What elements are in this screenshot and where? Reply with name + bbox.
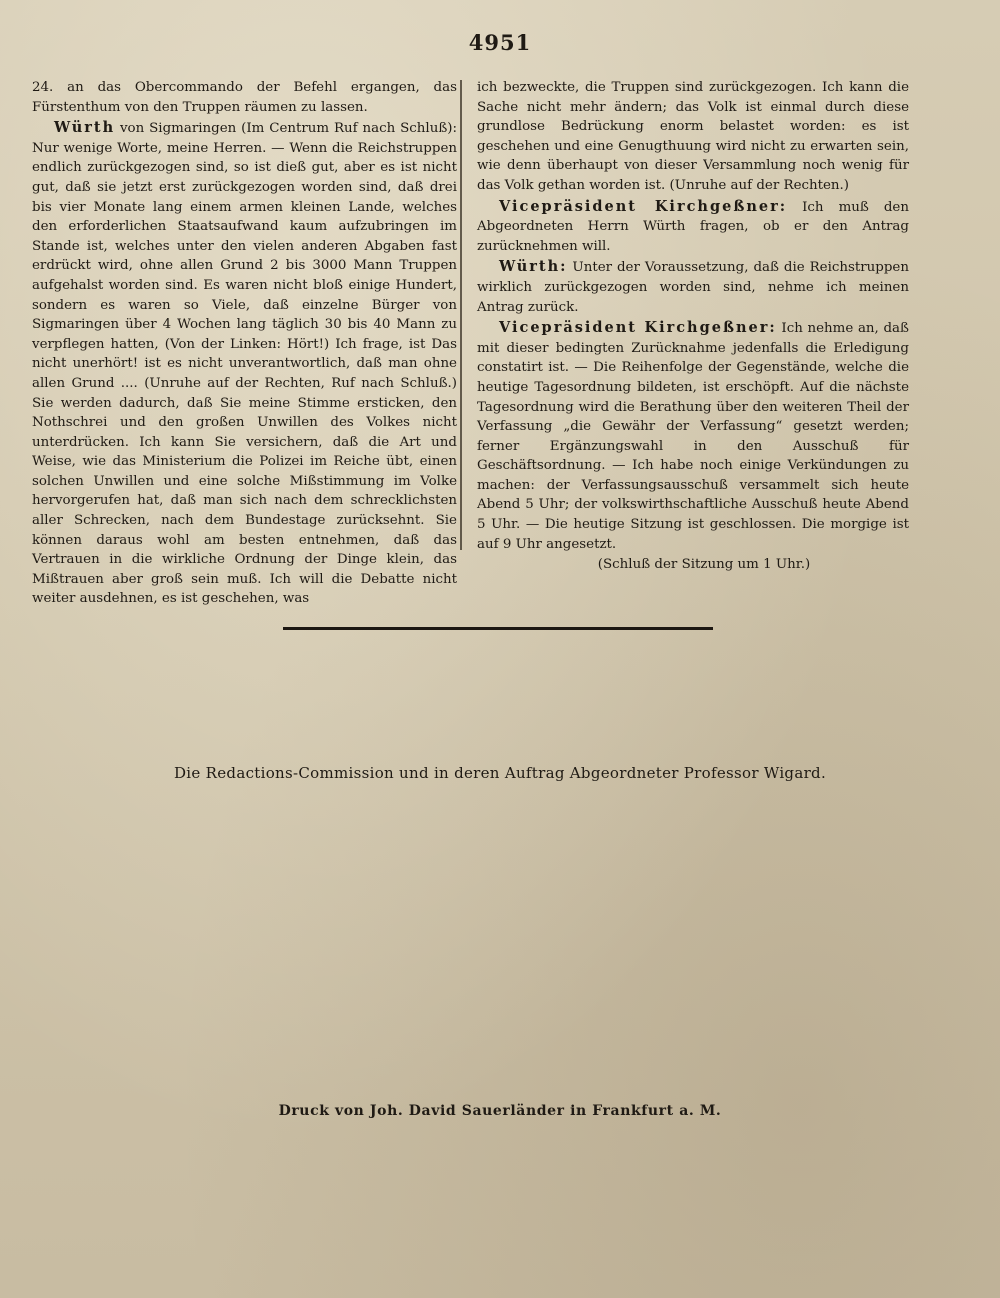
paragraph-text: ich bezweckte, die Truppen sind zurückgezogen. Ich kann die Sache nicht mehr ändern; das Volk ist einmal durch diese grundlose Bedrückung enorm belastet worden: es ist geschehen und eine Genugthuung wird nicht zu erwarten sein, wie denn überhaupt von dieser Versammlung noch wenig für das Volk gethan worden ist. (Unruhe auf der Rechten.)	[477, 80, 909, 193]
column-divider	[460, 80, 462, 550]
paragraph	[477, 78, 909, 196]
speaker-name: Würth	[54, 119, 116, 137]
right-column	[477, 78, 909, 576]
speaker-name: Vicepräsident Kirchgeßner:	[499, 197, 788, 215]
paragraph	[477, 257, 909, 317]
speaker-name: Vicepräsident Kirchgeßner:	[499, 319, 777, 337]
paragraph-text: von Sigmaringen (Im Centrum Ruf nach Schluß): Nur wenige Worte, meine Herren. — Wenn die Reichstruppen endlich zurückgezogen sind, so ist dieß gut, aber es ist nicht gut, daß sie jetzt erst zurückgezogen worden sind, daß drei bis vier Monate lang einem armen kleinen Lande, welches den erforderlichen Staatsaufwand kaum aufzubringen im Stande ist, welches unter den vielen anderen Abgaben fast erdrückt wird, ohne allen Grund 2 bis 3000 Mann Truppen aufgehalst worden sind. Es waren nicht bloß einige Hundert, sondern es waren so Viele, daß einzelne Bürger von Sigmaringen über 4 Wochen lang täglich 30 bis 40 Mann zu verpflegen hatten, (Von der Linken: Hört!) Ich frage, ist Das nicht unerhört! ist es nicht unverantwortlich, daß man ohne allen Grund .... (Unruhe auf der Rechten, Ruf nach Schluß.) Sie werden dadurch, daß Sie meine Stimme ersticken, den Nothschrei und den großen Unwillen des Volkes nicht unterdrücken. Ich kann Sie versichern, daß die Art und Weise, wie das Ministerium die Polizei im Reiche übt, einen solchen Unwillen und eine solche Mißstimmung im Volke hervorgerufen hat, daß man sich nach dem schrecklichsten aller Schrecken, nach dem Bundestage zurücksehnt. Sie können daraus wohl am besten entnehmen, daß das Vertrauen in die wirkliche Ordnung der Dinge klein, das Mißtrauen aber groß sein muß. Ich will die Debatte nicht weiter ausdehnen, es ist geschehen, was	[32, 121, 457, 607]
page-number: 4951	[468, 30, 532, 55]
session-closing-note: (Schluß der Sitzung um 1 Uhr.)	[597, 557, 811, 573]
paragraph	[477, 197, 909, 257]
paragraph-text: Unter der Voraussetzung, daß die Reichstruppen wirklich zurückgezogen worden sind, nehme ich meinen Antrag zurück.	[477, 260, 909, 315]
paragraph	[32, 118, 457, 609]
paragraph	[32, 78, 457, 117]
left-column	[32, 78, 457, 610]
paragraph-text: 24. an das Obercommando der Befehl ergangen, das Fürstenthum von den Truppen räumen zu lassen.	[32, 80, 457, 115]
paragraph-text: Ich nehme an, daß mit dieser bedingten Zurücknahme jedenfalls die Erledigung constatirt ist. — Die Reihenfolge der Gegenstände, welche die heutige Tagesordnung bildeten, ist erschöpft. Auf die nächste Tagesordnung wird die Berathung über den weiteren Theil der Verfassung „die Gewähr der Verfassung“ gesetzt werden; ferner Ergänzungswahl in den Ausschuß für Geschäftsordnung. — Ich habe noch einige Verkündungen zu machen: der Verfassungsausschuß versammelt sich heute Abend 5 Uhr; der volkswirthschaftliche Ausschuß heute Abend 5 Uhr. — Die heutige Sitzung ist geschlossen. Die morgige ist auf 9 Uhr angesetzt.	[477, 321, 909, 552]
section-rule	[283, 627, 713, 630]
paragraph	[477, 318, 909, 554]
editorial-commission-line: Die Redactions-Commission und in deren Auftrag Abgeordneter Professor Wigard.	[173, 764, 827, 782]
paragraph-text: Ich muß den Abgeordneten Herrn Würth fragen, ob er den Antrag zurücknehmen will.	[477, 199, 909, 254]
speaker-name: Würth:	[499, 258, 568, 276]
printer-imprint: Druck von Joh. David Sauerländer in Frankfurt a. M.	[278, 1103, 722, 1119]
